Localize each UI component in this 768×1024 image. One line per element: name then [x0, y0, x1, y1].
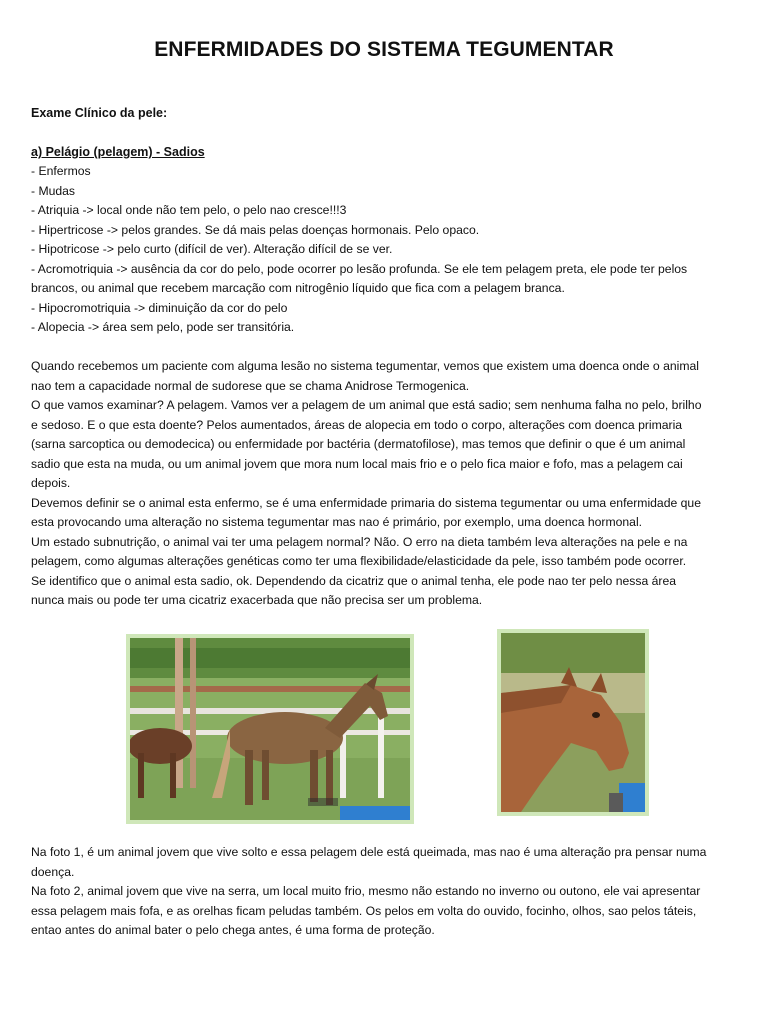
list-item: - Acromotriquia -> ausência da cor do pelo, pode ocorrer po lesão profunda. Se ele tem pelagem preta, ele pode ter pelos: [31, 261, 688, 276]
list-item: - Hipocromotriquia -> diminuição da cor do pelo: [31, 300, 288, 315]
paragraph-line: nunca mais ou pode ter uma cicatriz exacerbada que não precisa ser um problema.: [31, 593, 483, 607]
paragraph-line: Um estado subnutrição, o animal vai ter uma pelagem normal? Não. O erro na dieta também leva alterações na pele e na: [31, 534, 688, 549]
paragraph-line: e sedoso. E o que esta doente? Pelos aumentados, áreas de alopecia em todo o corpo, alterações com doenca primaria: [31, 417, 683, 432]
subsection-heading: a) Pelágio (pelagem) - Sadios: [31, 145, 205, 159]
page-title: ENFERMIDADES DO SISTEMA TEGUMENTAR: [154, 38, 614, 61]
caption-line: entao antes do animal bater o pelo chega antes, é uma forma de proteção.: [31, 923, 435, 937]
list-item: - Hipertricose -> pelos grandes. Se dá mais pelas doenças hormonais. Pelo opaco.: [31, 222, 480, 237]
body-paragraphs: [31, 357, 746, 611]
list-item: - Atriquia -> local onde não tem pelo, o pelo nao cresce!!!3: [31, 203, 347, 217]
paragraph-line: esta provocando uma alteração no sistema tegumentar mas nao é primário, por exemplo, uma doenca hormonal.: [31, 515, 643, 529]
horse-photo-young-horses-paddock-image: [130, 638, 410, 820]
paragraph-line: Devemos definir se o animal esta enfermo, se é uma enfermidade primaria do sistema tegumentar ou uma enfermidade que: [31, 495, 701, 510]
caption-line: Na foto 1, é um animal jovem que vive solto e essa pelagem dele está queimada, mas nao é uma alteração pra pensar numa: [31, 845, 707, 859]
paragraph-line: Se identifico que o animal esta sadio, ok. Dependendo da cicatriz que o animal tenha, ele pode nao ter pelo nessa área: [31, 573, 677, 588]
paragraph-line: sadio que esta na muda, ou um animal jovem que mora num local mais frio e o pelo fica maior e fofo, mas a pelagem cai: [31, 456, 683, 471]
caption-line: Na foto 2, animal jovem que vive na serra, um local muito frio, mesmo não estando no inverno ou outono, ele vai apresentar: [31, 884, 701, 898]
paragraph-line: nao tem a capacidade normal de sudorese que se chama Anidrose Termogenica.: [31, 378, 470, 393]
caption-line: essa pelagem mais fofa, e as orelhas ficam peludas também. Os pelos em volta do ouvido, focinho, olhos, sao pelos táteis,: [31, 903, 697, 918]
list-item: - Alopecia -> área sem pelo, pode ser transitória.: [31, 320, 295, 334]
paragraph-line: Quando recebemos um paciente com alguma lesão no sistema tegumentar, vemos que existem uma doenca onde o animal: [31, 359, 699, 373]
list-item: - Hipotricose -> pelo curto (difícil de ver). Alteração difícil de se ver.: [31, 242, 393, 256]
horse-photo-foal-head-image: [501, 633, 645, 812]
horse-photo-young-horses-paddock: [126, 634, 414, 824]
list-item: - Mudas: [31, 183, 76, 198]
paragraph-line: depois.: [31, 476, 71, 490]
paragraph-line: O que vamos examinar? A pelagem. Vamos ver a pelagem de um animal que está sadio; sem nenhuma falha no pelo, brilho: [31, 398, 702, 412]
caption-line: doença.: [31, 864, 75, 879]
symptom-list: [31, 162, 746, 338]
section-heading: Exame Clínico da pele:: [31, 106, 168, 120]
photo-captions: [31, 843, 746, 941]
horse-photo-foal-head: [497, 629, 649, 816]
paragraph-line: pelagem, como algumas alterações genéticas como ter uma flexibilidade/elasticidade da pele, isso também pode ocorrer.: [31, 554, 687, 568]
list-item: - Enfermos: [31, 164, 91, 178]
list-item: brancos, ou animal que recebem marcação com nitrogênio líquido que fica com a pelagem branca.: [31, 281, 565, 295]
paragraph-line: (sarna sarcoptica ou demodecica) ou enfermidade por bactéria (dermatofilose), mas temos que definir o que é um animal: [31, 437, 686, 451]
